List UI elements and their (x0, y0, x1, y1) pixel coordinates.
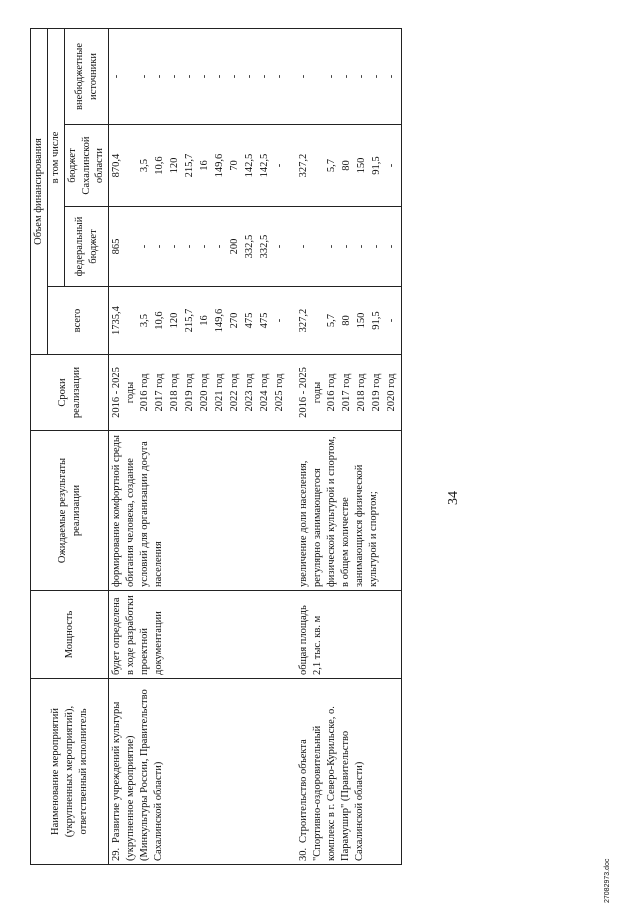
period-item: 2016 год (326, 373, 338, 412)
total-value: 80 (341, 315, 353, 326)
period-item: 2020 год (386, 373, 398, 412)
total-value: - (274, 318, 286, 323)
regional-value: 3,5 (139, 158, 151, 173)
row-index: 30. (298, 847, 310, 861)
total-cell (109, 287, 290, 355)
total-value: 270 (229, 312, 241, 329)
header-extra: внебюджетные источники (64, 28, 109, 124)
federal-cell (109, 207, 290, 287)
regional-value: 5,7 (326, 158, 338, 173)
period-item: 2019 год (184, 373, 196, 412)
periods-cell (289, 355, 402, 431)
table-row (289, 28, 402, 864)
period-item: 2025 год (274, 373, 286, 412)
extra-value: - (244, 74, 256, 79)
total-value: 215,7 (184, 308, 196, 333)
extra-value: - (169, 74, 181, 79)
federal-value: - (139, 244, 151, 249)
row-index: 29. (111, 847, 123, 861)
regional-value: 149,6 (214, 153, 226, 178)
total-value: 327,2 (298, 308, 310, 333)
total-value: 149,6 (214, 308, 226, 333)
total-value: 91,5 (371, 311, 383, 330)
regional-value: 120 (169, 157, 181, 174)
regional-value: 142,5 (259, 153, 271, 178)
total-cell (289, 287, 402, 355)
regional-value: 91,5 (371, 156, 383, 175)
federal-value: - (298, 244, 310, 249)
header-period: Сроки реализации (31, 355, 109, 431)
extra-value: - (298, 74, 310, 79)
period-item: 2017 год (341, 373, 353, 412)
total-value: 5,7 (326, 313, 338, 328)
extra-value: - (229, 74, 241, 79)
federal-value: 332,5 (259, 234, 271, 259)
regional-value: - (386, 163, 398, 168)
total-value: 475 (259, 312, 271, 329)
extra-value: - (274, 74, 286, 79)
period-item: 2016 - 2025 годы (298, 367, 324, 418)
regional-cell (109, 125, 290, 207)
federal-value: - (356, 244, 368, 249)
regional-value: - (274, 163, 286, 168)
regional-value: 327,2 (298, 153, 310, 178)
extra-value: - (184, 74, 196, 79)
total-value: - (386, 318, 398, 323)
header-results: Ожидаемые результаты реализации (31, 431, 109, 591)
federal-value: - (169, 244, 181, 249)
total-value: 16 (199, 315, 211, 326)
extra-value: - (154, 74, 166, 79)
regional-value: 80 (341, 160, 353, 171)
extra-cell (109, 28, 290, 124)
total-value: 120 (169, 312, 181, 329)
financing-table (30, 28, 402, 865)
footer-code: 27082973.doc (604, 858, 611, 903)
period-item: 2016 - 2025 годы (111, 367, 137, 418)
extra-value: - (111, 74, 123, 79)
federal-value: 200 (229, 238, 241, 255)
federal-value: - (214, 244, 226, 249)
extra-value: - (199, 74, 211, 79)
period-item: 2023 год (244, 373, 256, 412)
total-value: 3,5 (139, 313, 151, 328)
header-including: в том числе (47, 28, 64, 286)
period-item: 2018 год (356, 373, 368, 412)
row-name: Развитие учреждений культуры (укрупненное мероприятие) (Минкультуры России, Правительство Сахалинской области) (111, 689, 164, 861)
federal-value: - (326, 244, 338, 249)
row-results: увеличение доли населения, регулярно занимающегося физической культурой и спортом, в общем количестве занимающихся физической культурой и спортом; (289, 431, 402, 591)
total-value: 10,6 (154, 311, 166, 330)
federal-value: - (199, 244, 211, 249)
total-value: 1735,4 (111, 306, 123, 335)
table-row (109, 28, 290, 864)
row-capacity: общая площадь 2,1 тыс. кв. м (289, 591, 402, 679)
header-capacity: Мощность (31, 591, 109, 679)
extra-value: - (371, 74, 383, 79)
extra-value: - (214, 74, 226, 79)
period-item: 2018 год (169, 373, 181, 412)
regional-value: 10,6 (154, 156, 166, 175)
header-total: всего (47, 287, 108, 355)
regional-value: 870,4 (111, 153, 123, 178)
total-value: 150 (356, 312, 368, 329)
row-results: формирование комфортной среды обитания человека, создание условий для организации досуга населения (109, 431, 290, 591)
regional-value: 16 (199, 160, 211, 171)
regional-cell (289, 125, 402, 207)
header-name: Наименование мероприятий (укрупненных мероприятий), ответственный исполнитель (31, 679, 109, 865)
row-capacity: будет определена в ходе разработки проектной документации (109, 591, 290, 679)
header-federal: федеральный бюджет (64, 207, 109, 287)
regional-value: 150 (356, 157, 368, 174)
regional-value: 142,5 (244, 153, 256, 178)
federal-value: 865 (111, 238, 123, 255)
period-item: 2021 год (214, 373, 226, 412)
federal-value: 332,5 (244, 234, 256, 259)
extra-value: - (139, 74, 151, 79)
federal-value: - (154, 244, 166, 249)
row-name: Строительство объекта "Спортивно-оздоровительный комплекс в г. Северо-Курильске, о. Парамушир" (Правительство Сахалинской области) (298, 706, 365, 861)
regional-value: 215,7 (184, 153, 196, 178)
extra-value: - (356, 74, 368, 79)
federal-cell (289, 207, 402, 287)
period-item: 2017 год (154, 373, 166, 412)
page-number: 34 (446, 491, 461, 505)
period-item: 2022 год (229, 373, 241, 412)
periods-cell (109, 355, 290, 431)
extra-value: - (259, 74, 271, 79)
header-regional: бюджет Сахалинской области (64, 125, 109, 207)
federal-value: - (371, 244, 383, 249)
federal-value: - (341, 244, 353, 249)
period-item: 2020 год (199, 373, 211, 412)
total-value: 475 (244, 312, 256, 329)
period-item: 2019 год (371, 373, 383, 412)
federal-value: - (386, 244, 398, 249)
extra-value: - (386, 74, 398, 79)
extra-value: - (341, 74, 353, 79)
federal-value: - (274, 244, 286, 249)
extra-value: - (326, 74, 338, 79)
period-item: 2024 год (259, 373, 271, 412)
regional-value: 70 (229, 160, 241, 171)
extra-cell (289, 28, 402, 124)
period-item: 2016 год (139, 373, 151, 412)
federal-value: - (184, 244, 196, 249)
header-funding: Объем финансирования (31, 28, 48, 354)
